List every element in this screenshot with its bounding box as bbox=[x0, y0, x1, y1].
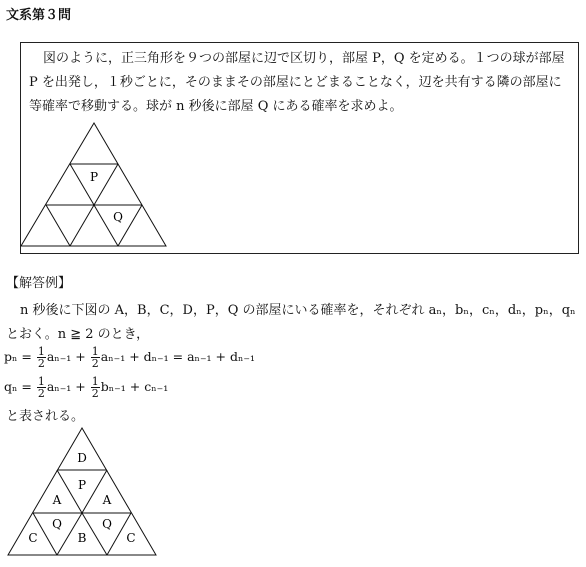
room-d-label: D bbox=[77, 451, 87, 465]
room-q-right-label: Q bbox=[102, 517, 112, 531]
equation-p-fraction-2: $\frac{1}{2}$ bbox=[91, 345, 99, 370]
room-a-left-label: A bbox=[52, 493, 62, 507]
answer-triangle-figure bbox=[0, 425, 160, 565]
page-heading: 文系第３問 bbox=[6, 8, 72, 23]
problem-triangle-figure bbox=[21, 43, 580, 255]
room-q-label: Q bbox=[113, 210, 123, 224]
room-c-left-label: C bbox=[28, 531, 38, 545]
equation-p-fraction-1: $\frac{1}{2}$ bbox=[37, 345, 45, 370]
equation-p-term2: aₙ₋₁ + dₙ₋₁ = aₙ₋₁ + dₙ₋₁ bbox=[100, 349, 255, 364]
equation-q-fraction-1: $\frac{1}{2}$ bbox=[37, 375, 45, 400]
equation-q-lhs: qₙ = bbox=[4, 379, 32, 394]
answer-intro-line1: n 秒後に下図の A，B，C，D，P，Q の部屋にいる確率を，それぞれ aₙ，bₙ，cₙ，dₙ，pₙ，qₙ bbox=[20, 303, 576, 318]
room-c-right-label: C bbox=[126, 531, 136, 545]
problem-box bbox=[20, 42, 579, 254]
equation-q-term2: bₙ₋₁ + cₙ₋₁ bbox=[100, 379, 169, 394]
answer-intro bbox=[6, 299, 581, 347]
equation-q-fraction-2: $\frac{1}{2}$ bbox=[91, 375, 99, 400]
equation-q-term1: aₙ₋₁ + bbox=[46, 379, 86, 394]
equation-p-term1: aₙ₋₁ + bbox=[46, 349, 86, 364]
equation-p bbox=[4, 346, 255, 369]
answer-label: 【解答例】 bbox=[6, 276, 72, 291]
room-q-left-label: Q bbox=[52, 517, 62, 531]
equation-p-lhs: pₙ = bbox=[4, 349, 32, 364]
answer-intro-line2: とおく。n ≧ 2 のとき， bbox=[6, 327, 150, 342]
problem-statement: 図のように，正三角形を９つの部屋に辺で区切り，部屋 P，Q を定める。１つの球が部屋 P を出発し，１秒ごとに，そのままその部屋にとどまることなく，辺を共有する隣の部屋に等確率で移動する。球が n 秒後に部屋 Q にある確率を求めよ。 bbox=[29, 51, 565, 114]
room-b-label: B bbox=[77, 531, 87, 545]
room-p-label: P bbox=[77, 478, 87, 492]
equation-q bbox=[4, 376, 168, 399]
room-a-right-label: A bbox=[102, 493, 112, 507]
room-p-label: P bbox=[89, 170, 99, 184]
conclusion-text: と表される。 bbox=[6, 409, 85, 424]
